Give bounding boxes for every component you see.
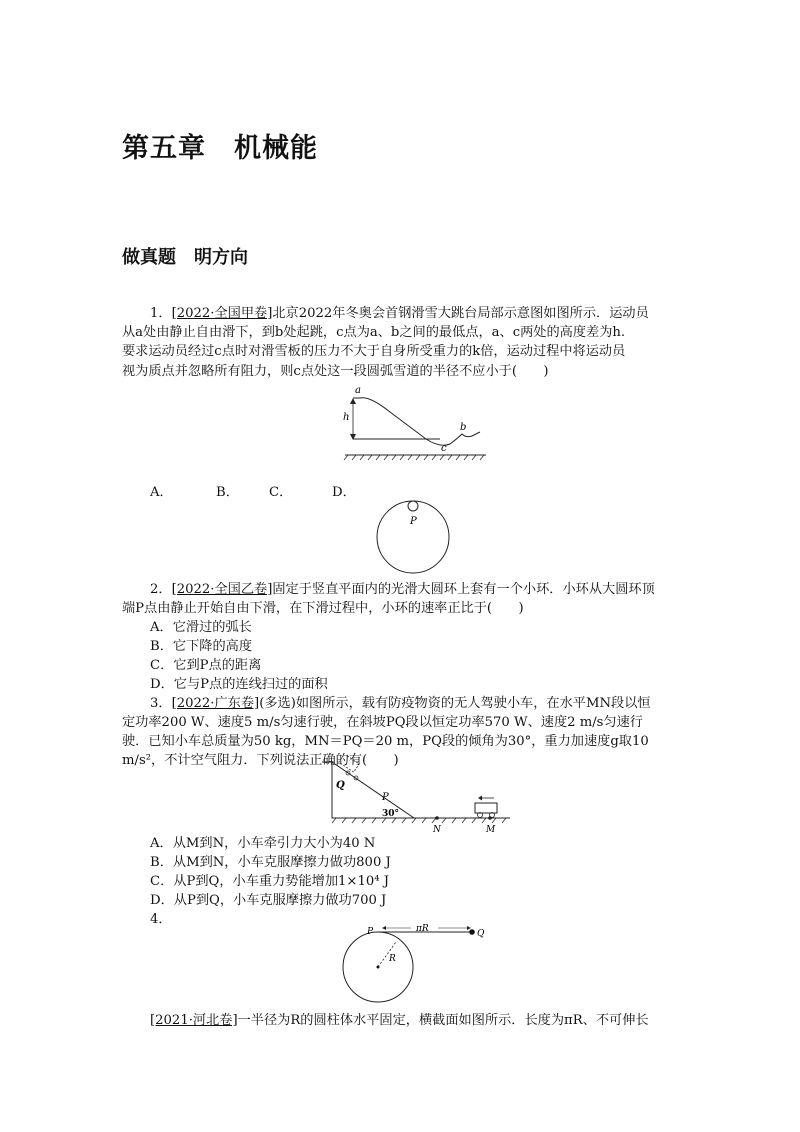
q2-figure [370,495,460,577]
q2-source: [2022·全国乙卷] [171,582,273,597]
q3-point-n [435,816,439,820]
chapter-title: 第五章 机械能 [122,133,318,164]
q1-source: [2022·全国甲卷] [171,306,273,321]
q1-text: 北京2022年冬奥会首钢滑雪大跳台局部示意图如图所示．运动员 [272,306,649,321]
q1-line-3: 要求运动员经过c点时对滑雪板的压力不大于自身所受重力的k倍，运动过程中将运动员 [122,344,626,359]
q3-option-b: B．从M到N，小车克服摩擦力做功800 J [150,855,391,870]
q2-option-a: A．它滑过的弧长 [150,620,252,635]
q3-label-q: Q [336,780,345,791]
q4-ball-q [469,929,475,935]
q2-option-b: B．它下降的高度 [150,639,253,654]
q4-dim-arrow-left [382,926,386,930]
q1-line-1 [150,304,649,324]
q1-option-a: A． [150,485,173,500]
q3-option-c: C．从P到Q，小车重力势能增加1×10⁴ J [150,874,390,889]
q4-source: [2021·河北卷] [150,1013,238,1028]
q1-option-c: C． [269,485,293,500]
q1-figure [330,380,490,466]
q1-ground-hatch [344,455,484,460]
q3-line-4: m/s²，不计空气阻力．下列说法正确的有( ) [122,753,399,768]
q3-label-n: N [433,825,441,835]
q4-line-1 [150,1011,649,1031]
q2-option-d: D．它与P点的连线扫过的面积 [150,677,328,692]
q3-line-1 [150,694,651,714]
q3-cart-on-slope [339,756,360,772]
q4-label-p: P [367,927,374,937]
q3-number: 3． [150,696,172,711]
q1-label-b: b [460,422,467,433]
q3-point-m [488,816,492,820]
section-title: 做真题 明方向 [122,247,248,268]
q1-option-b: B． [216,485,239,500]
q4-label-r: R [389,954,396,964]
q1-label-c: c [441,443,447,454]
q3-source: [2022·广东卷] [171,696,260,711]
q3-ground-hatch [332,818,506,823]
q3-label-p: P [382,792,389,803]
q3-arrow-head [478,796,482,801]
q2-small-ring [408,501,418,511]
q1-arrow-up [350,398,356,404]
q1-number: 1． [150,306,172,321]
q4-number: 4． [150,912,172,927]
q3-cart [475,803,497,813]
q3-label-m: M [486,825,496,835]
q3-option-d: D．从P到Q，小车克服摩擦力做功700 J [150,893,387,908]
q4-label-pir: πR [416,924,429,934]
q1-label-h: h [343,412,350,423]
q4-figure [338,920,498,1008]
q1-option-d: D． [332,485,356,500]
q2-text: 固定于竖直平面内的光滑大圆环上套有一个小环．小环从大圆环顶 [272,582,655,597]
q2-option-c: C．它到P点的距离 [150,658,262,673]
q3-line-3: 驶．已知小车总质量为50 kg，MN＝PQ＝20 m，PQ段的倾角为30°，重力加速度g取10 [122,734,649,749]
q4-label-q: Q [477,929,485,939]
q3-option-a: A．从M到N，小车牵引力大小为40 N [150,836,376,851]
q4-dim-arrow-right [467,926,471,930]
q3-line-2: 定功率200 W、速度5 m/s匀速行驶，在斜坡PQ段以恒定功率570 W、速度2 m/s匀速行 [122,715,643,730]
q2-line-1 [150,580,655,600]
q3-figure [318,756,514,836]
q2-line-2: 端P点由静止开始自由下滑，在下滑过程中，小环的速率正比于( ) [122,601,524,616]
q2-big-ring [377,501,449,573]
q3-text: (多选)如图所示，载有防疫物资的无人驾驶小车，在水平MN段以恒 [259,696,651,711]
q4-text: 一半径为R的圆柱体水平固定，横截面如图所示．长度为πR、不可伸长 [237,1013,649,1028]
q1-line-2: 从a处由静止自由滑下，到b处起跳，c点为a、b之间的最低点，a、c两处的高度差为h. [122,325,626,340]
q2-label-p: P [410,516,417,527]
q3-label-angle: 30° [382,809,400,819]
q2-number: 2． [150,582,172,597]
q1-line-4: 视为质点并忽略所有阻力，则c点处这一段圆弧雪道的半径不应小于( ) [122,364,549,379]
q1-label-a: a [355,385,361,396]
